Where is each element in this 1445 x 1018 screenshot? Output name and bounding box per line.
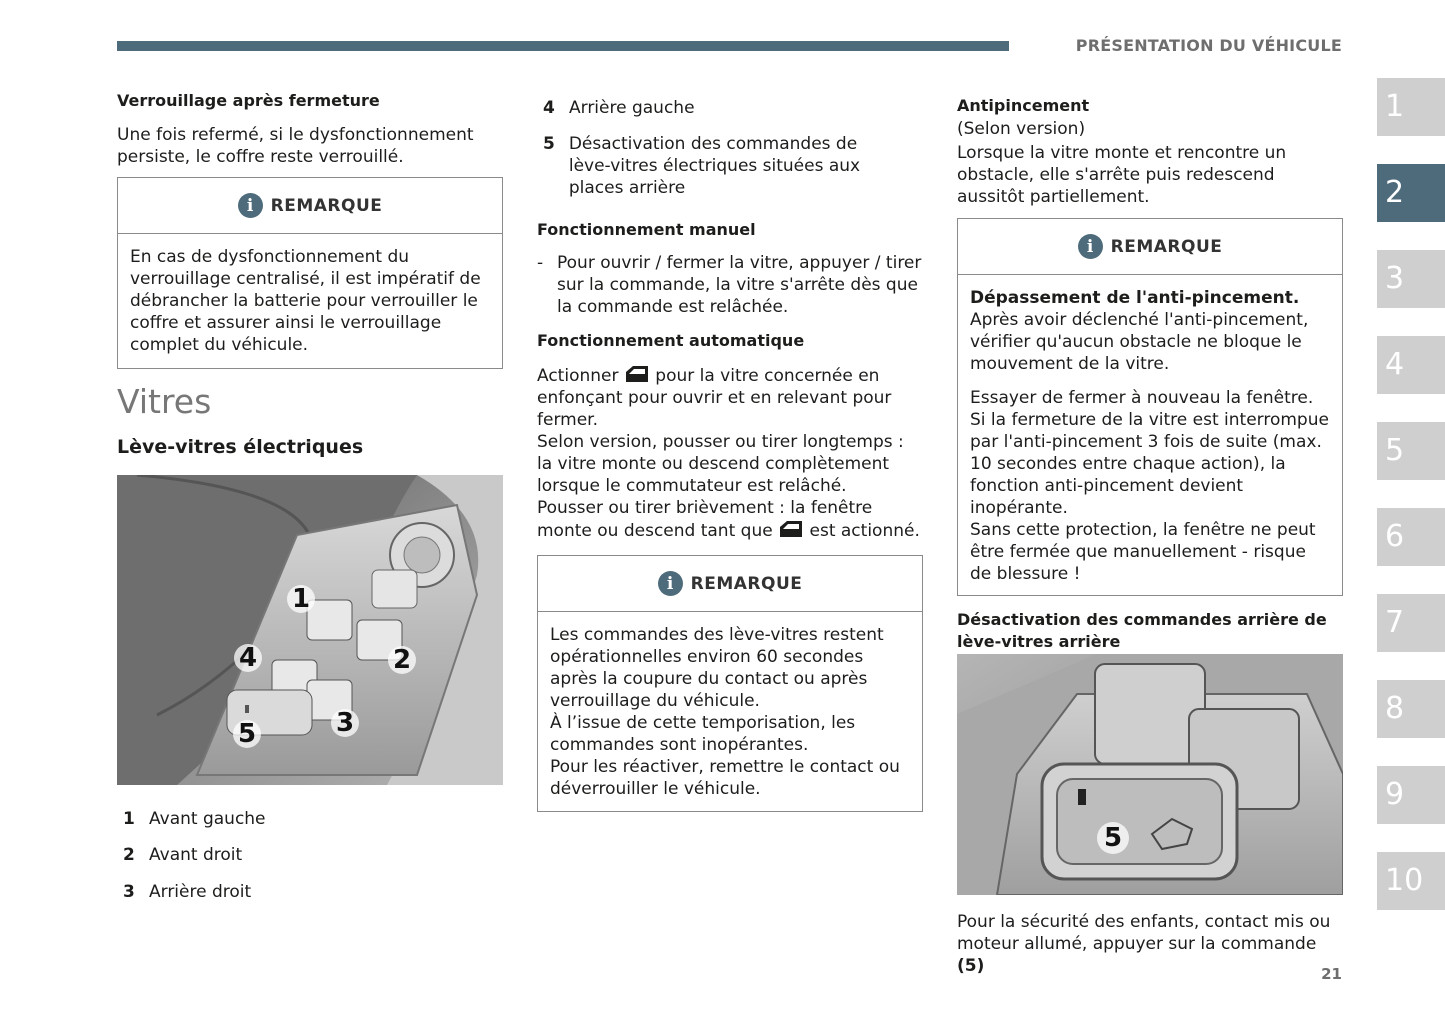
remark-title: REMARQUE bbox=[1110, 236, 1223, 257]
legend-item bbox=[123, 881, 251, 903]
remark-header bbox=[958, 219, 1342, 275]
legend-label: Avant droit bbox=[149, 845, 243, 865]
remark-box-antipinch bbox=[957, 218, 1343, 596]
legend-item bbox=[123, 808, 266, 830]
chapter-tab-4[interactable]: 4 bbox=[1377, 336, 1445, 394]
chapter-tab-10[interactable]: 10 bbox=[1377, 852, 1445, 910]
subsection-title: Lève-vitres électriques bbox=[117, 436, 364, 458]
bullet-dash: - bbox=[537, 253, 544, 273]
chapter-tab-8[interactable]: 8 bbox=[1377, 680, 1445, 738]
window-switch-icon bbox=[778, 519, 804, 539]
remark-body bbox=[538, 612, 922, 810]
remark-box-locking bbox=[117, 177, 503, 369]
legend-item bbox=[543, 133, 903, 199]
auto-text: est actionné. bbox=[809, 521, 920, 541]
heading-antipinch: Antipincement bbox=[957, 96, 1090, 115]
chapter-tab-1[interactable]: 1 bbox=[1377, 78, 1445, 136]
remark-text bbox=[970, 287, 1330, 375]
remark-text: À l’issue de cette temporisation, les commandes sont inopérantes. bbox=[550, 713, 856, 755]
remark-title: REMARQUE bbox=[270, 195, 383, 216]
child-lock-photo bbox=[957, 654, 1343, 895]
chapter-tab-5[interactable]: 5 bbox=[1377, 422, 1445, 480]
antipinch-paragraph: Lorsque la vitre monte et rencontre un obstacle, elle s'arrête puis redescend aussitôt partiellement. bbox=[957, 143, 1287, 207]
remark-box-timer bbox=[537, 555, 923, 812]
page-number: 21 bbox=[1321, 965, 1342, 983]
child-safety-ref: (5) bbox=[957, 956, 985, 976]
callout-5: 5 bbox=[233, 720, 261, 748]
remark-title: REMARQUE bbox=[690, 573, 803, 594]
child-safety-text: Pour la sécurité des enfants, contact mis ou moteur allumé, appuyer sur la commande bbox=[957, 912, 1331, 954]
header-bar bbox=[117, 41, 1009, 51]
info-icon: i bbox=[238, 193, 263, 218]
remark-header bbox=[538, 556, 922, 612]
remark-text: Si la fermeture de la vitre est interrompue par l'anti-pincement 3 fois de suite (max. 10 secondes entre chaque action), la fonction anti-pincement devient inopérante. bbox=[970, 410, 1329, 518]
auto-text: Pousser ou tirer brièvement : la fenêtre monte ou descend tant que bbox=[537, 498, 873, 541]
chapter-tab-6[interactable]: 6 bbox=[1377, 508, 1445, 566]
callout-3: 3 bbox=[331, 709, 359, 737]
automatic-paragraph bbox=[537, 364, 923, 542]
chapter-tab-7[interactable]: 7 bbox=[1377, 594, 1445, 652]
legend-number: 4 bbox=[543, 98, 555, 118]
remark-body: En cas de dysfonctionnement du verrouillage centralisé, il est impératif de débrancher la batterie pour verrouiller le coffre et assurer ainsi le verrouillage complet du véhicule. bbox=[130, 247, 481, 355]
remark-text: Les commandes des lève-vitres restent opérationnelles environ 60 secondes après la coupure du contact ou après verrouillage du véhicule. bbox=[550, 625, 884, 711]
window-switch-photo bbox=[117, 475, 503, 785]
locking-paragraph: Une fois refermé, si le dysfonctionnement persiste, le coffre reste verrouillé. bbox=[117, 125, 474, 167]
auto-text: Actionner bbox=[537, 366, 619, 386]
heading-deactivation: Désactivation des commandes arrière de lève-vitres arrière bbox=[957, 610, 1327, 651]
legend-number: 5 bbox=[543, 134, 555, 154]
legend-number: 3 bbox=[123, 882, 135, 902]
callout-5: 5 bbox=[1097, 822, 1129, 854]
child-lock-illustration bbox=[957, 654, 1343, 895]
heading-automatic: Fonctionnement automatique bbox=[537, 331, 805, 350]
door-panel-illustration bbox=[117, 475, 503, 785]
legend-label: Arrière gauche bbox=[569, 98, 695, 118]
chapter-tab-9[interactable]: 9 bbox=[1377, 766, 1445, 824]
auto-text: Selon version, pousser ou tirer longtemps : la vitre monte ou descend complètement lorsque le commutateur est relâché. bbox=[537, 432, 904, 496]
remark-text: Sans cette protection, la fenêtre ne peut être fermée que manuellement - risque de blessure ! bbox=[970, 520, 1316, 584]
callout-1: 1 bbox=[287, 585, 315, 613]
window-switch-icon bbox=[624, 364, 650, 384]
remark-text: Pour les réactiver, remettre le contact ou déverrouiller le véhicule. bbox=[550, 757, 900, 799]
heading-manual: Fonctionnement manuel bbox=[537, 220, 756, 239]
chapter-tab-2[interactable]: 2 bbox=[1377, 164, 1445, 222]
section-title-vitres: Vitres bbox=[117, 382, 212, 421]
child-safety-paragraph bbox=[957, 911, 1343, 977]
manual-instruction: Pour ouvrir / fermer la vitre, appuyer / tirer sur la commande, la vitre s'arrête dès que la commande est relâchée. bbox=[557, 253, 922, 317]
remark-body bbox=[958, 275, 1342, 595]
legend-label: Arrière droit bbox=[149, 882, 252, 902]
remark-header bbox=[118, 178, 502, 234]
legend-item bbox=[543, 97, 923, 119]
callout-4: 4 bbox=[234, 644, 262, 672]
auto-text: pour la vitre concernée en enfonçant pour ouvrir et en relevant pour fermer. bbox=[537, 366, 892, 430]
callout-2: 2 bbox=[388, 646, 416, 674]
legend-label: Désactivation des commandes de lève-vitres électriques situées aux places arrière bbox=[568, 134, 861, 198]
info-icon: i bbox=[1078, 234, 1103, 259]
remark-text-part: Après avoir déclenché l'anti-pincement, vérifier qu'aucun obstacle ne bloque le mouvement de la vitre. bbox=[970, 310, 1309, 374]
version-note: (Selon version) bbox=[957, 119, 1086, 139]
remark-text: Essayer de fermer à nouveau la fenêtre. bbox=[970, 388, 1314, 408]
section-title: PRÉSENTATION DU VÉHICULE bbox=[1075, 36, 1342, 55]
legend-item bbox=[123, 844, 242, 866]
legend-label: Avant gauche bbox=[149, 809, 266, 829]
heading-locking: Verrouillage après fermeture bbox=[117, 91, 380, 110]
manual-list-item bbox=[537, 252, 923, 318]
remark-bold: Dépassement de l'anti-pincement. bbox=[970, 288, 1300, 308]
legend-number: 2 bbox=[123, 845, 135, 865]
legend-number: 1 bbox=[123, 809, 135, 829]
info-icon: i bbox=[658, 571, 683, 596]
chapter-tab-3[interactable]: 3 bbox=[1377, 250, 1445, 308]
